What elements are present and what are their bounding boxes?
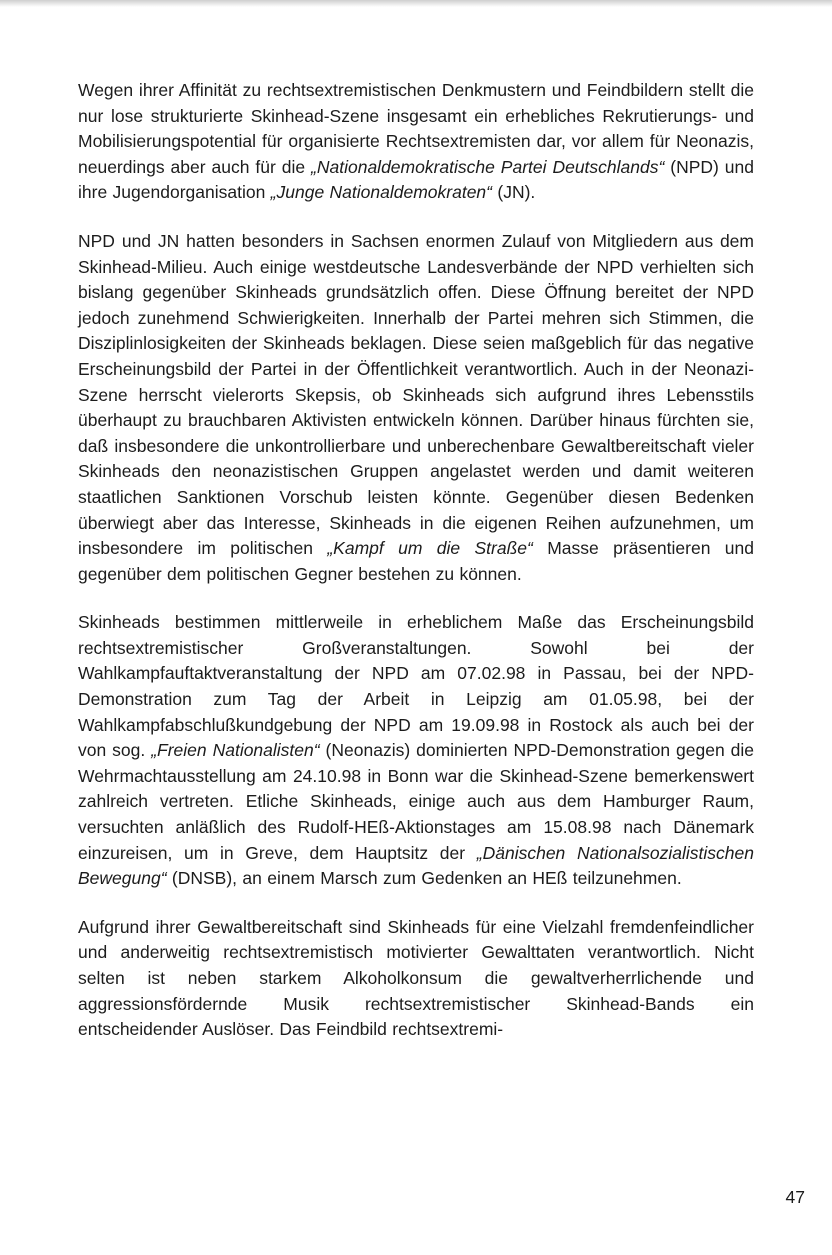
paragraph-text: (NPD) und ihre Jugendorganisation xyxy=(78,156,755,203)
paragraph xyxy=(78,78,754,206)
page-number: 47 xyxy=(785,1187,805,1207)
paragraph-text: (Neonazis) dominierten NPD-Demonstration gegen die Wehrmachtausstellung am 24.10.98 in Bonn war die Skinhead-Szene bemerkenswert zahlreich vertreten. Etliche Skinheads, einige auch aus dem Hamburger Raum, versuchten anläßlich des Rudolf-HEß-Aktionstages am 15.08.98 nach Dänemark einzureisen, um in Greve, dem Hauptsitz der xyxy=(78,740,754,863)
quoted-slogan: „Kampf um die Straße“ xyxy=(327,538,533,559)
paragraph xyxy=(78,229,754,587)
paragraph-text: Masse präsentieren und gegenüber dem politischen Gegner bestehen zu können. xyxy=(78,538,754,584)
group-name: „Freien Nationalisten“ xyxy=(151,740,320,761)
organisation-name: „Junge Nationaldemokraten“ xyxy=(270,182,492,203)
paragraph-text: Wegen ihrer Affinität zu rechtsextremistischen Denkmustern und Feindbildern stellt die nur lose strukturierte Skinhead-Szene insgesamt ein erhebliches Rekrutierungs- und Mobilisierungspotential für organisierte Rechtsextremisten dar, vor allem für Neonazis, neuerdings aber auch für die xyxy=(78,80,754,177)
document-body xyxy=(78,78,754,1066)
paragraph-text: (DNSB), an einem Marsch zum Gedenken an HEß teilzunehmen. xyxy=(166,868,682,889)
paragraph-text: NPD und JN hatten besonders in Sachsen enormen Zulauf von Mitgliedern aus dem Skinhead-Milieu. Auch einige westdeutsche Landesverbände der NPD verhielten sich bislang gegenüber Skinheads grundsätzlich offen. Diese Öffnung bereitet der NPD jedoch zunehmend Schwierigkeiten. Innerhalb der Partei mehren sich Stimmen, die Disziplinlosigkeiten der Skinheads beklagen. Diese seien maßgeblich für das negative Erscheinungsbild der Partei in der Öffentlichkeit verantwortlich. Auch in der Neonazi-Szene herrscht vielerorts Skepsis, ob Skinheads sich aufgrund ihres Lebensstils überhaupt zu brauchbaren Aktivisten entwickeln können. Darüber hinaus fürchten sie, daß insbesondere die unkontrollierbare und unberechenbare Gewaltbereitschaft vieler Skinheads den neonazistischen Gruppen angelastet werden und damit weiteren staatlichen Sanktionen Vorschub leisten könnte. Gegenüber diesen Bedenken überwiegt aber das Interesse, Skinheads in die eigenen Reihen aufzunehmen, um insbesondere im politischen xyxy=(78,230,754,559)
movement-name: „Dänischen Nationalsozialistischen Bewegung“ xyxy=(78,842,754,889)
party-name: „Nationaldemokratische Partei Deutschlands“ xyxy=(311,156,665,177)
paragraph xyxy=(78,610,754,892)
paragraph-text: Skinheads bestimmen mittlerweile in erheblichem Maße das Erscheinungsbild rechtsextremistischer Großveranstaltungen. Sowohl bei der Wahlkampfauftaktveranstaltung der NPD am 07.02.98 in Passau, bei der NPD-Demonstration zum Tag der Arbeit in Leipzig am 01.05.98, bei der Wahlkampfabschlußkundgebung der NPD am 19.09.98 in Rostock als auch bei der von sog. xyxy=(78,612,754,761)
paragraph-text: (JN). xyxy=(492,182,536,203)
paragraph-text: Aufgrund ihrer Gewaltbereitschaft sind Skinheads für eine Vielzahl fremdenfeindlicher und anderweitig rechtsextremistisch motivierter Gewalttaten verantwortlich. Nicht selten ist neben starkem Alkoholkonsum die gewaltverherrlichende und aggressionsfördernde Musik rechtsextremistischer Skinhead-Bands ein entscheidender Auslöser. Das Feindbild rechtsextremi- xyxy=(78,916,754,1040)
paragraph xyxy=(78,915,754,1043)
page-top-edge xyxy=(0,0,832,7)
